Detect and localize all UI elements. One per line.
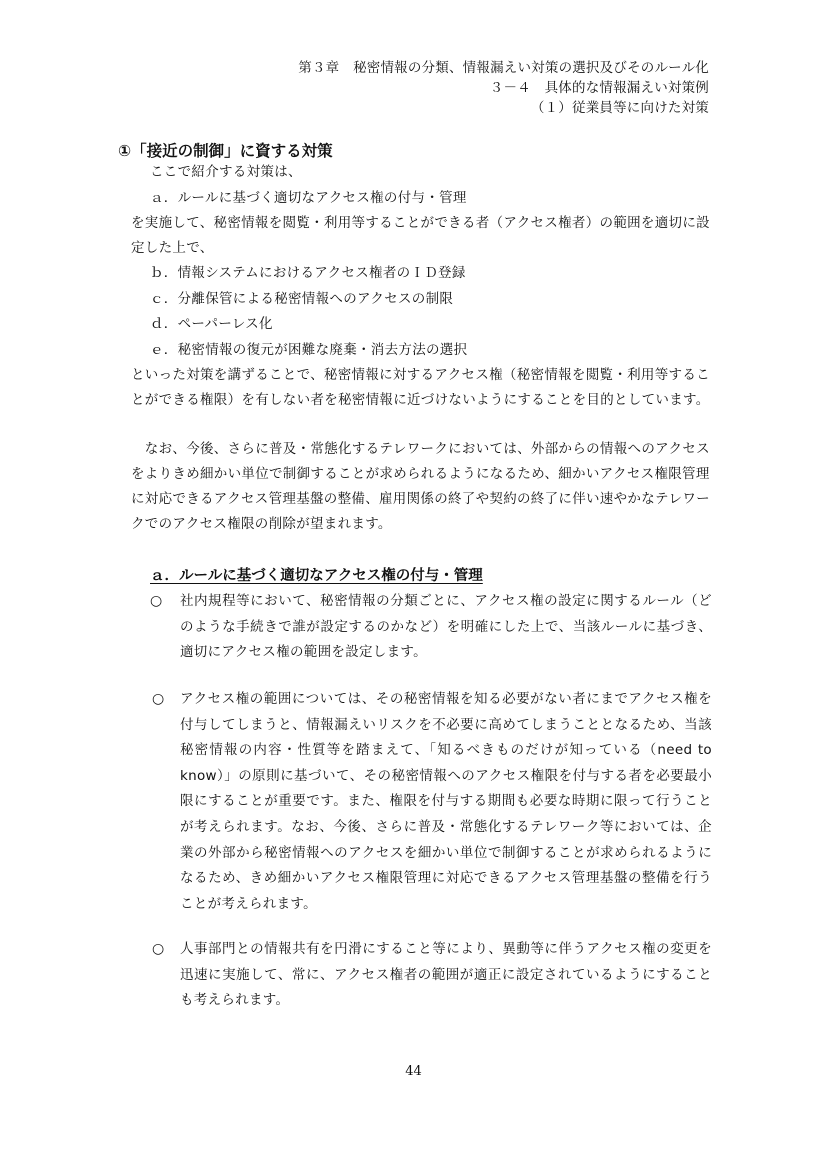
subsection-title: ａ．ルールに基づく適切なアクセス権の付与・管理	[150, 568, 483, 584]
page-number: 44	[405, 1064, 422, 1079]
bullet-circle-icon: ○	[152, 691, 165, 707]
mid-paragraph: を実施して、秘密情報を閲覧・利用等することができる者（アクセス権者）の範囲を適切に設定した上で、	[131, 215, 710, 256]
measure-item-c: ｃ．分離保管による秘密情報へのアクセスの制限	[150, 291, 454, 307]
intro-text: ここで紹介する対策は、	[150, 164, 302, 180]
bullet-circle-icon: ○	[150, 593, 163, 609]
measure-item-a: ａ．ルールに基づく適切なアクセス権の付与・管理	[150, 190, 467, 206]
purpose-paragraph: といった対策を講ずることで、秘密情報に対するアクセス権（秘密情報を閲覧・利用等することができる権限）を有しない者を秘密情報に近づけないようにすることを目的としています。	[131, 367, 710, 408]
bullet-paragraph-1: 社内規程等において、秘密情報の分類ごとに、アクセス権の設定に関するルール（どのような手続きで誰が設定するのかなど）を明確にした上で、当該ルールに基づき、適切にアクセス権の範囲を設定します。	[180, 593, 712, 661]
header-section: ３－４ 具体的な情報漏えい対策例	[489, 80, 709, 96]
bullet-paragraph-3: 人事部門との情報共有を円滑にすること等により、異動等に伴うアクセス権の変更を迅速に実施して、常に、アクセス権者の範囲が適正に設定されているようにすることも考えられます。	[180, 941, 712, 1009]
header-subsection: （１）従業員等に向けた対策	[530, 100, 709, 116]
bullet-paragraph-2: アクセス権の範囲については、その秘密情報を知る必要がない者にまでアクセス権を付与してしまうと、情報漏えいリスクを不必要に高めてしまうこととなるため、当該秘密情報の内容・性質等を踏まえて、「知るべきものだけが知っている（need to know）」の原則に基づいて、その秘密情報へのアクセス権限を付与する者を必要最小限にすることが重要です。また、権限を付与する期間も必要な時期に限って行うことが考えられます。なお、今後、さらに普及・常態化するテレワーク等においては、企業の外部から秘密情報へのアクセスを細かい単位で制御することが求められるようになるため、きめ細かいアクセス権限管理に対応できるアクセス管理基盤の整備を行うことが考えられます。	[180, 691, 712, 912]
running-header	[298, 58, 709, 118]
header-chapter: 第３章 秘密情報の分類、情報漏えい対策の選択及びそのルール化	[298, 60, 709, 76]
telework-paragraph: なお、今後、さらに普及・常態化するテレワークにおいては、外部からの情報へのアクセスをよりきめ細かい単位で制御することが求められるようになるため、細かいアクセス権限管理に対応できるアクセス管理基盤の整備、雇用関係の終了や契約の終了に伴い速やかなテレワークでのアクセス権限の削除が望まれます。	[131, 441, 710, 532]
measure-item-e: ｅ．秘密情報の復元が困難な廃棄・消去方法の選択	[150, 342, 468, 358]
bullet-circle-icon: ○	[152, 941, 165, 957]
measure-item-d: ｄ．ペーパーレス化	[150, 316, 273, 332]
measure-item-b: ｂ．情報システムにおけるアクセス権者のＩＤ登録	[150, 265, 466, 281]
section-title: ①「接近の制御」に資する対策	[118, 142, 333, 160]
